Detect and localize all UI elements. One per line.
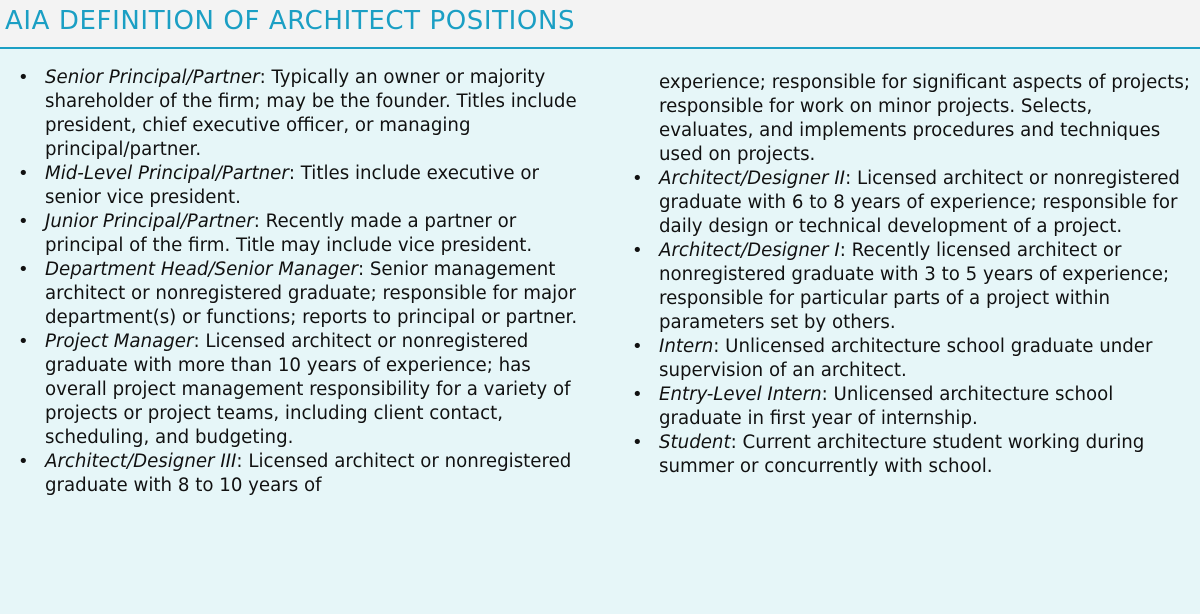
list-item: [632, 239, 1192, 335]
position-description: : Titles include executive or senior vice president.: [45, 163, 539, 208]
bullet-icon: •: [18, 163, 29, 184]
position-term: Junior Principal/Partner: [45, 211, 254, 232]
list-item: [632, 167, 1192, 239]
right-column-list: [632, 71, 1192, 479]
position-description: : Licensed architect or nonregistered graduate with more than 10 years of experience; has overall project management responsibility for a variety of projects or project teams, including client contact, scheduling, and budgeting.: [45, 331, 571, 448]
list-item: [632, 383, 1192, 431]
position-description: : Recently made a partner or principal of the firm. Title may include vice president.: [45, 211, 533, 256]
list-item: [632, 431, 1192, 479]
position-description: : Unlicensed architecture school graduate under supervision of an architect.: [659, 336, 1153, 381]
bullet-icon: •: [18, 211, 29, 232]
position-description: : Licensed architect or nonregistered graduate with 6 to 8 years of experience; responsible for daily design or technical development of a project.: [659, 168, 1180, 237]
position-term: Project Manager: [45, 331, 194, 352]
list-item: [18, 210, 593, 258]
position-description: : Unlicensed architecture school graduate in first year of internship.: [659, 384, 1114, 429]
bullet-icon: •: [632, 240, 643, 261]
position-term: Intern: [659, 336, 714, 357]
page-title: AIA DEFINITION OF ARCHITECT POSITIONS: [5, 6, 576, 36]
position-term: Architect/Designer III: [45, 451, 237, 472]
list-item: [18, 330, 593, 450]
bullet-icon: •: [18, 67, 29, 88]
position-term: Senior Principal/Partner: [45, 67, 260, 88]
bullet-icon: •: [632, 168, 643, 189]
bullet-icon: •: [632, 432, 643, 453]
title-bar: [0, 0, 1200, 49]
list-item: [632, 335, 1192, 383]
position-description: : Current architecture student working during summer or concurrently with school.: [659, 432, 1145, 477]
continued-text: experience; responsible for significant aspects of projects; responsible for work on minor projects. Selects, evaluates, and implements procedures and techniques used on projects.: [659, 72, 1191, 165]
bullet-icon: •: [18, 331, 29, 352]
position-term: Student: [659, 432, 731, 453]
position-term: Architect/Designer I: [659, 240, 840, 261]
left-column-list: [18, 66, 593, 498]
bullet-icon: •: [18, 259, 29, 280]
bullet-icon: •: [632, 336, 643, 357]
position-description: : Typically an owner or majority shareholder of the firm; may be the founder. Titles include president, chief executive officer, or managing principal/partner.: [45, 67, 577, 160]
position-term: Mid-Level Principal/Partner: [45, 163, 289, 184]
list-item: [18, 162, 593, 210]
position-description: : Senior management architect or nonregistered graduate; responsible for major department(s) or functions; reports to principal or partner.: [45, 259, 578, 328]
list-item: [18, 450, 593, 498]
position-term: Entry-Level Intern: [659, 384, 822, 405]
bullet-icon: •: [18, 451, 29, 472]
position-description: : Licensed architect or nonregistered graduate with 8 to 10 years of: [45, 451, 572, 496]
bullet-icon: •: [632, 384, 643, 405]
list-item: [18, 66, 593, 162]
list-item: [18, 258, 593, 330]
position-term: Department Head/Senior Manager: [45, 259, 358, 280]
position-term: Architect/Designer II: [659, 168, 846, 189]
position-description: : Recently licensed architect or nonregistered graduate with 3 to 5 years of experience; responsible for particular parts of a project within parameters set by others.: [659, 240, 1170, 333]
